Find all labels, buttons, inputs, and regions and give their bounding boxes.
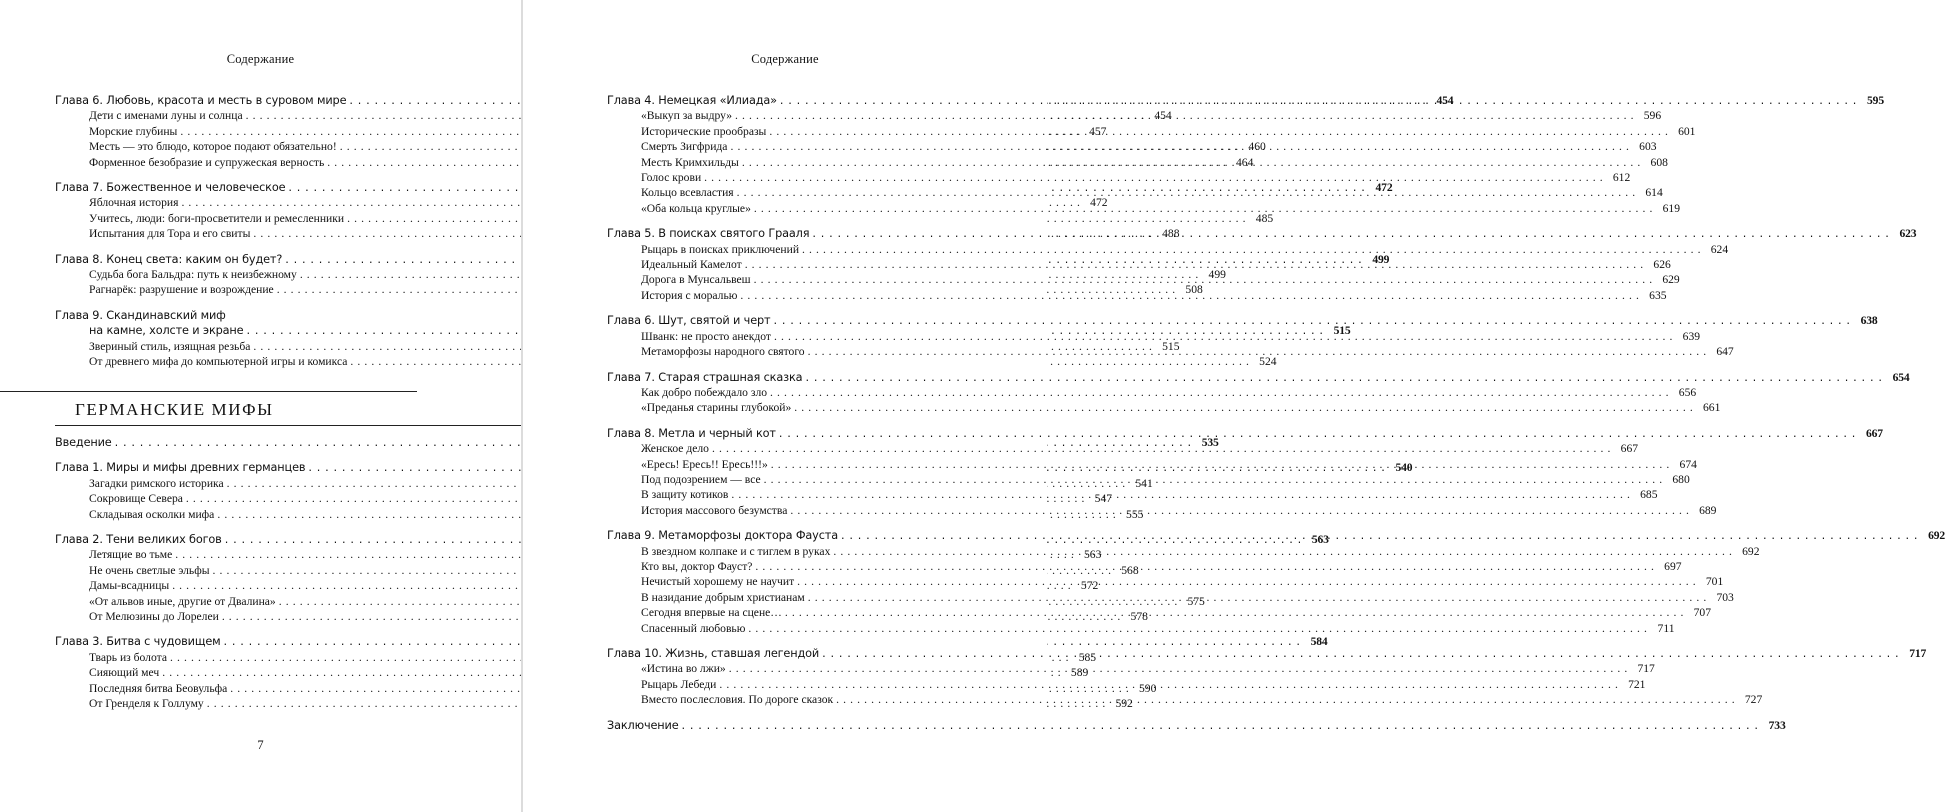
toc-page-number: 619 [1662, 201, 1680, 215]
toc-page-number: 707 [1693, 606, 1712, 620]
toc-entry-title: Как добро побеждало зло [641, 385, 768, 399]
toc-page-number: 590 [1139, 681, 1157, 695]
toc-page-number: 721 [1628, 677, 1646, 691]
dot-leader [742, 155, 1641, 170]
toc-gap [607, 360, 990, 370]
toc-gap [55, 522, 437, 532]
page-number: 7 [257, 738, 264, 752]
toc-subentry [607, 621, 1675, 636]
toc-gap [55, 242, 437, 252]
toc-entry-title: Нечистый хорошему не научит [641, 575, 795, 589]
dot-leader [770, 385, 1669, 400]
toc-page-number: 674 [1679, 457, 1697, 471]
dot-leader [841, 528, 1918, 543]
toc-entry-title: Глава 1. Миры и мифы древних германцев [55, 461, 306, 475]
toc-entry-title: Сокровище Севера [89, 492, 183, 506]
toc-entry-title: От древнего мифа до компьютерной игры и комикса [89, 355, 348, 369]
toc-page-number: 624 [1710, 242, 1729, 256]
toc-page-number: 515 [1333, 324, 1351, 338]
toc-page-number: 592 [1115, 697, 1133, 711]
toc-page-number: 547 [1094, 492, 1113, 506]
toc-page-number: 711 [1657, 621, 1675, 635]
toc-entry-title: «Выкуп за выдру» [641, 109, 733, 123]
toc-gap [55, 450, 437, 460]
toc-entry-title: Глава 6. Любовь, красота и месть в суровом мире [55, 94, 347, 107]
toc-page-number: 454 [1436, 94, 1454, 107]
toc-page-number: 635 [1649, 288, 1667, 302]
toc-page-number: 667 [1865, 426, 1883, 440]
toc-page-number: 717 [1637, 662, 1655, 676]
toc-entry-title: Испытания для Тора и его свиты [89, 227, 251, 241]
toc-entry-title: Месть — это блюдо, которое подают обязательно! [89, 140, 337, 154]
dot-leader [822, 646, 1899, 661]
dot-leader [802, 242, 1701, 257]
toc-gap [55, 170, 437, 180]
toc-entry-title: От Мелюзины до Лорелеи [89, 610, 219, 624]
toc-entry-title: Не очень светлые эльфы [89, 563, 210, 577]
toc-page-number: 727 [1744, 693, 1763, 707]
toc-entry-title: Месть Кримхильды [641, 155, 739, 169]
toc-chapter-entry [607, 313, 1878, 328]
toc-entry-title: Форменное безобразие и супружеская верность [89, 155, 325, 169]
dot-leader [745, 257, 1644, 272]
toc-subentry [607, 385, 1697, 400]
dot-leader [833, 544, 1732, 559]
toc-page-number: 464 [1235, 155, 1254, 169]
dot-leader [790, 503, 1689, 518]
toc-page-number: 563 [1311, 533, 1329, 547]
dot-leader [771, 457, 1670, 472]
toc-entry-title: Сияющий меч [89, 666, 160, 680]
toc-page-number: 535 [1201, 436, 1219, 449]
dot-leader [794, 400, 1693, 415]
toc-subentry [607, 400, 1721, 415]
toc-entry-title: Последняя битва Беовульфа [89, 681, 228, 695]
toc-page-number: 563 [1084, 548, 1102, 562]
toc-entry-title: Рыцарь Лебеди [641, 677, 717, 691]
toc-entry-title: В звездном колпаке и с тиглем в руках [641, 544, 831, 558]
toc-entry-title: Глава 5. В поисках святого Грааля [607, 227, 810, 241]
dot-leader [764, 472, 1663, 487]
toc-page-number: 499 [1208, 268, 1226, 282]
toc-entry-title: Кто вы, доктор Фауст? [641, 559, 753, 573]
toc-page-number: 472 [1375, 181, 1393, 195]
toc-page-number: 454 [1154, 109, 1172, 123]
toc-entry-title: «От альвов иные, другие от Двалина» [89, 594, 276, 608]
toc-page-number: 703 [1716, 590, 1734, 604]
toc-entry-title: Глава 6. Шут, святой и черт [607, 314, 771, 328]
toc-entry-title: От Гренделя к Голлуму [89, 697, 204, 711]
toc-entry-title: В назидание добрым христианам [641, 590, 805, 604]
dot-leader [797, 574, 1696, 589]
toc-entry-title: В защиту котиков [641, 488, 729, 502]
toc-entry-title: Вместо послесловия. По дороге сказок [641, 693, 834, 707]
dot-leader [682, 718, 1759, 733]
toc-entry-title: Складывая осколки мифа [89, 507, 215, 521]
dot-leader [808, 590, 1707, 605]
toc-subentry [55, 354, 1277, 369]
toc-subentry [607, 170, 1631, 185]
toc-entry-title: Учитесь, люди: боги-просветители и ремесленники [89, 211, 345, 225]
toc-entry-title: Спасенный любовью [641, 621, 746, 635]
toc-entry-title: Глава 9. Метаморфозы доктора Фауста [607, 529, 838, 543]
toc-page-number: 661 [1702, 401, 1721, 415]
toc-page-number: 626 [1653, 258, 1671, 272]
toc-chapter-entry [55, 308, 437, 323]
toc-entry-title: на камне, холсте и экране [89, 324, 244, 338]
toc-gap [607, 216, 990, 226]
dot-leader [719, 677, 1618, 692]
toc-gap [607, 416, 990, 426]
toc-entry-title: Глава 9. Скандинавский миф [55, 308, 226, 322]
toc-entry-title: Судьба бога Бальдра: путь к неизбежному [89, 268, 297, 282]
dot-leader [812, 226, 1889, 241]
dot-leader [735, 108, 1634, 123]
toc-chapter-entry [55, 634, 1328, 649]
toc-subentry [55, 211, 1274, 226]
toc-entry-title: Яблочная история [89, 196, 179, 210]
toc-entry-title: Глава 7. Божественное и человеческое [55, 181, 286, 195]
toc-chapter-entry [607, 370, 1910, 385]
toc-entry-title: Глава 10. Жизнь, ставшая легендой [607, 647, 820, 660]
dot-leader [730, 139, 1629, 154]
toc-page-number: 639 [1682, 329, 1701, 343]
section-title: ГЕРМАНСКИЕ МИФЫ [75, 400, 274, 419]
dot-leader [808, 344, 1707, 359]
toc-page-number: 697 [1664, 559, 1682, 573]
toc-entry-title: История с моралью [641, 288, 738, 302]
toc-entry-title: «Преданья старины глубокой» [641, 401, 792, 415]
toc-page-number: 540 [1395, 461, 1413, 475]
toc-entry-title: Под подозрением — все [641, 472, 761, 486]
toc-page-number: 733 [1768, 718, 1786, 732]
toc-page-number: 575 [1187, 594, 1205, 608]
toc-page-number: 457 [1089, 124, 1107, 138]
dot-leader [774, 329, 1673, 344]
dot-leader [754, 272, 1653, 287]
toc-entry-title: Исторические прообразы [641, 124, 767, 138]
running-head: Содержание [226, 52, 295, 66]
toc-page-number: 572 [1080, 579, 1099, 593]
toc-page-number: 555 [1126, 507, 1144, 521]
toc-page-number: 524 [1259, 355, 1277, 369]
toc-entry-title: Дети с именами луны и солнца [89, 109, 243, 123]
toc-page-number: 608 [1650, 155, 1668, 169]
toc-page-number: 692 [1928, 529, 1945, 543]
toc-page-number: 508 [1185, 283, 1203, 297]
toc-entry-title: «Истина во лжи» [641, 662, 726, 676]
toc-entry-title: Звериный стиль, изящная резьба [89, 339, 251, 353]
dot-leader [731, 487, 1630, 502]
toc-page-number: 499 [1372, 252, 1390, 266]
toc-gap [55, 298, 437, 308]
toc-page-number: 460 [1248, 140, 1266, 154]
section-bottom-rule [55, 425, 521, 426]
toc-entry-title: Морские глубины [89, 124, 178, 138]
toc-entry-title: Тварь из болота [89, 650, 167, 664]
toc-page-number: 578 [1130, 610, 1148, 624]
running-head: Содержание [751, 52, 819, 66]
dot-leader [729, 661, 1628, 676]
toc-entry-title: Глава 3. Битва с чудовищем [55, 635, 221, 649]
toc-entry-title: Рыцарь в поисках приключений [641, 242, 800, 256]
toc-gap [55, 624, 437, 634]
dot-leader [769, 124, 1668, 139]
dot-leader [785, 605, 1684, 620]
toc-page-number: 717 [1909, 647, 1927, 660]
dot-leader [779, 426, 1856, 441]
toc-page-number: 689 [1699, 503, 1717, 517]
toc-entry-title: Загадки римского историка [89, 476, 224, 490]
toc-entry-title: Кольцо всевластия [641, 186, 734, 200]
toc-entry-title: Дорога в Мунсальвеш [641, 273, 751, 287]
toc-page-number: 656 [1678, 385, 1697, 399]
toc-page-number: 485 [1255, 211, 1274, 225]
toc-page-number: 701 [1705, 575, 1724, 589]
toc-page-number: 638 [1860, 314, 1878, 328]
toc-page-number: 584 [1310, 635, 1328, 649]
toc-entry-title: Голос крови [641, 171, 702, 185]
toc-page-number: 647 [1716, 345, 1734, 359]
toc-entry-title: История массового безумства [641, 503, 788, 517]
toc-entry-title: Заключение [607, 718, 679, 732]
toc-page-number: 515 [1162, 339, 1180, 353]
toc-page-number: 541 [1135, 476, 1153, 490]
toc-page-number: 623 [1899, 227, 1917, 241]
dot-leader [773, 313, 1850, 328]
toc-page-number: 614 [1645, 186, 1663, 200]
dot-leader [748, 621, 1647, 636]
toc-entry-title: Женское дело [641, 442, 709, 456]
toc-chapter-entry [607, 718, 1786, 733]
toc-gap [607, 303, 990, 313]
toc-gap [607, 636, 990, 646]
toc-entry-title: Глава 8. Метла и черный кот [607, 426, 776, 440]
toc-page-number: 472 [1090, 196, 1108, 210]
toc-page-number: 601 [1678, 124, 1696, 138]
toc-entry-title: Глава 8. Конец света: каким он будет? [55, 252, 283, 266]
dot-leader [836, 692, 1735, 707]
toc-entry-title: «Ересь! Ересь!! Ересь!!!» [641, 457, 768, 471]
dot-leader [805, 370, 1882, 385]
toc-page-number: 654 [1892, 370, 1910, 384]
toc-entry-title: Глава 4. Немецкая «Илиада» [607, 94, 777, 107]
dot-leader [740, 288, 1639, 303]
toc-page-number: 568 [1121, 563, 1139, 577]
toc-page-number: 603 [1639, 140, 1657, 154]
toc-page-number: 595 [1867, 94, 1884, 107]
toc-page-number: 488 [1162, 227, 1180, 241]
toc-entry-title: Глава 7. Старая страшная сказка [607, 370, 803, 384]
toc-entry-title: Летящие во тьме [89, 548, 173, 562]
toc-subentry [607, 242, 1729, 257]
dot-leader [737, 185, 1636, 200]
toc-page-number: 589 [1070, 666, 1089, 680]
toc-page-number: 612 [1612, 171, 1631, 185]
toc-entry-title: Метаморфозы народного святого [641, 345, 805, 359]
toc-page-number: 692 [1742, 544, 1760, 558]
dot-leader [704, 170, 1603, 185]
toc-gap [607, 518, 990, 528]
toc-page-number: 667 [1620, 442, 1639, 456]
dot-leader [755, 559, 1654, 574]
toc-entry-title: Сегодня впервые на сцене… [641, 606, 782, 620]
toc-page-number: 629 [1662, 273, 1680, 287]
toc-entry-title: Рагнарёк: разрушение и возрождение [89, 283, 274, 297]
toc-chapter-entry [607, 426, 1883, 441]
toc-entry-title: Введение [55, 436, 112, 449]
dot-leader [712, 441, 1611, 456]
toc-entry-title: Смерть Зигфрида [641, 140, 728, 154]
toc-page-number: 596 [1643, 109, 1662, 123]
dot-leader [754, 201, 1653, 216]
toc-entry-title: «Оба кольца круглые» [641, 201, 751, 215]
toc-page-number: 680 [1672, 472, 1690, 486]
toc-entry-title: Идеальный Камелот [641, 258, 742, 272]
toc-entry-title: Шванк: не просто анекдот [641, 329, 771, 343]
toc-gap [607, 708, 990, 718]
toc-entry-title: Глава 2. Тени великих богов [55, 533, 222, 547]
toc-entry-title: Дамы-всадницы [89, 579, 170, 593]
section-top-rule [0, 391, 417, 392]
toc-page-number: 685 [1640, 488, 1658, 502]
dot-leader [780, 93, 1857, 108]
toc-page-number: 585 [1078, 650, 1097, 664]
